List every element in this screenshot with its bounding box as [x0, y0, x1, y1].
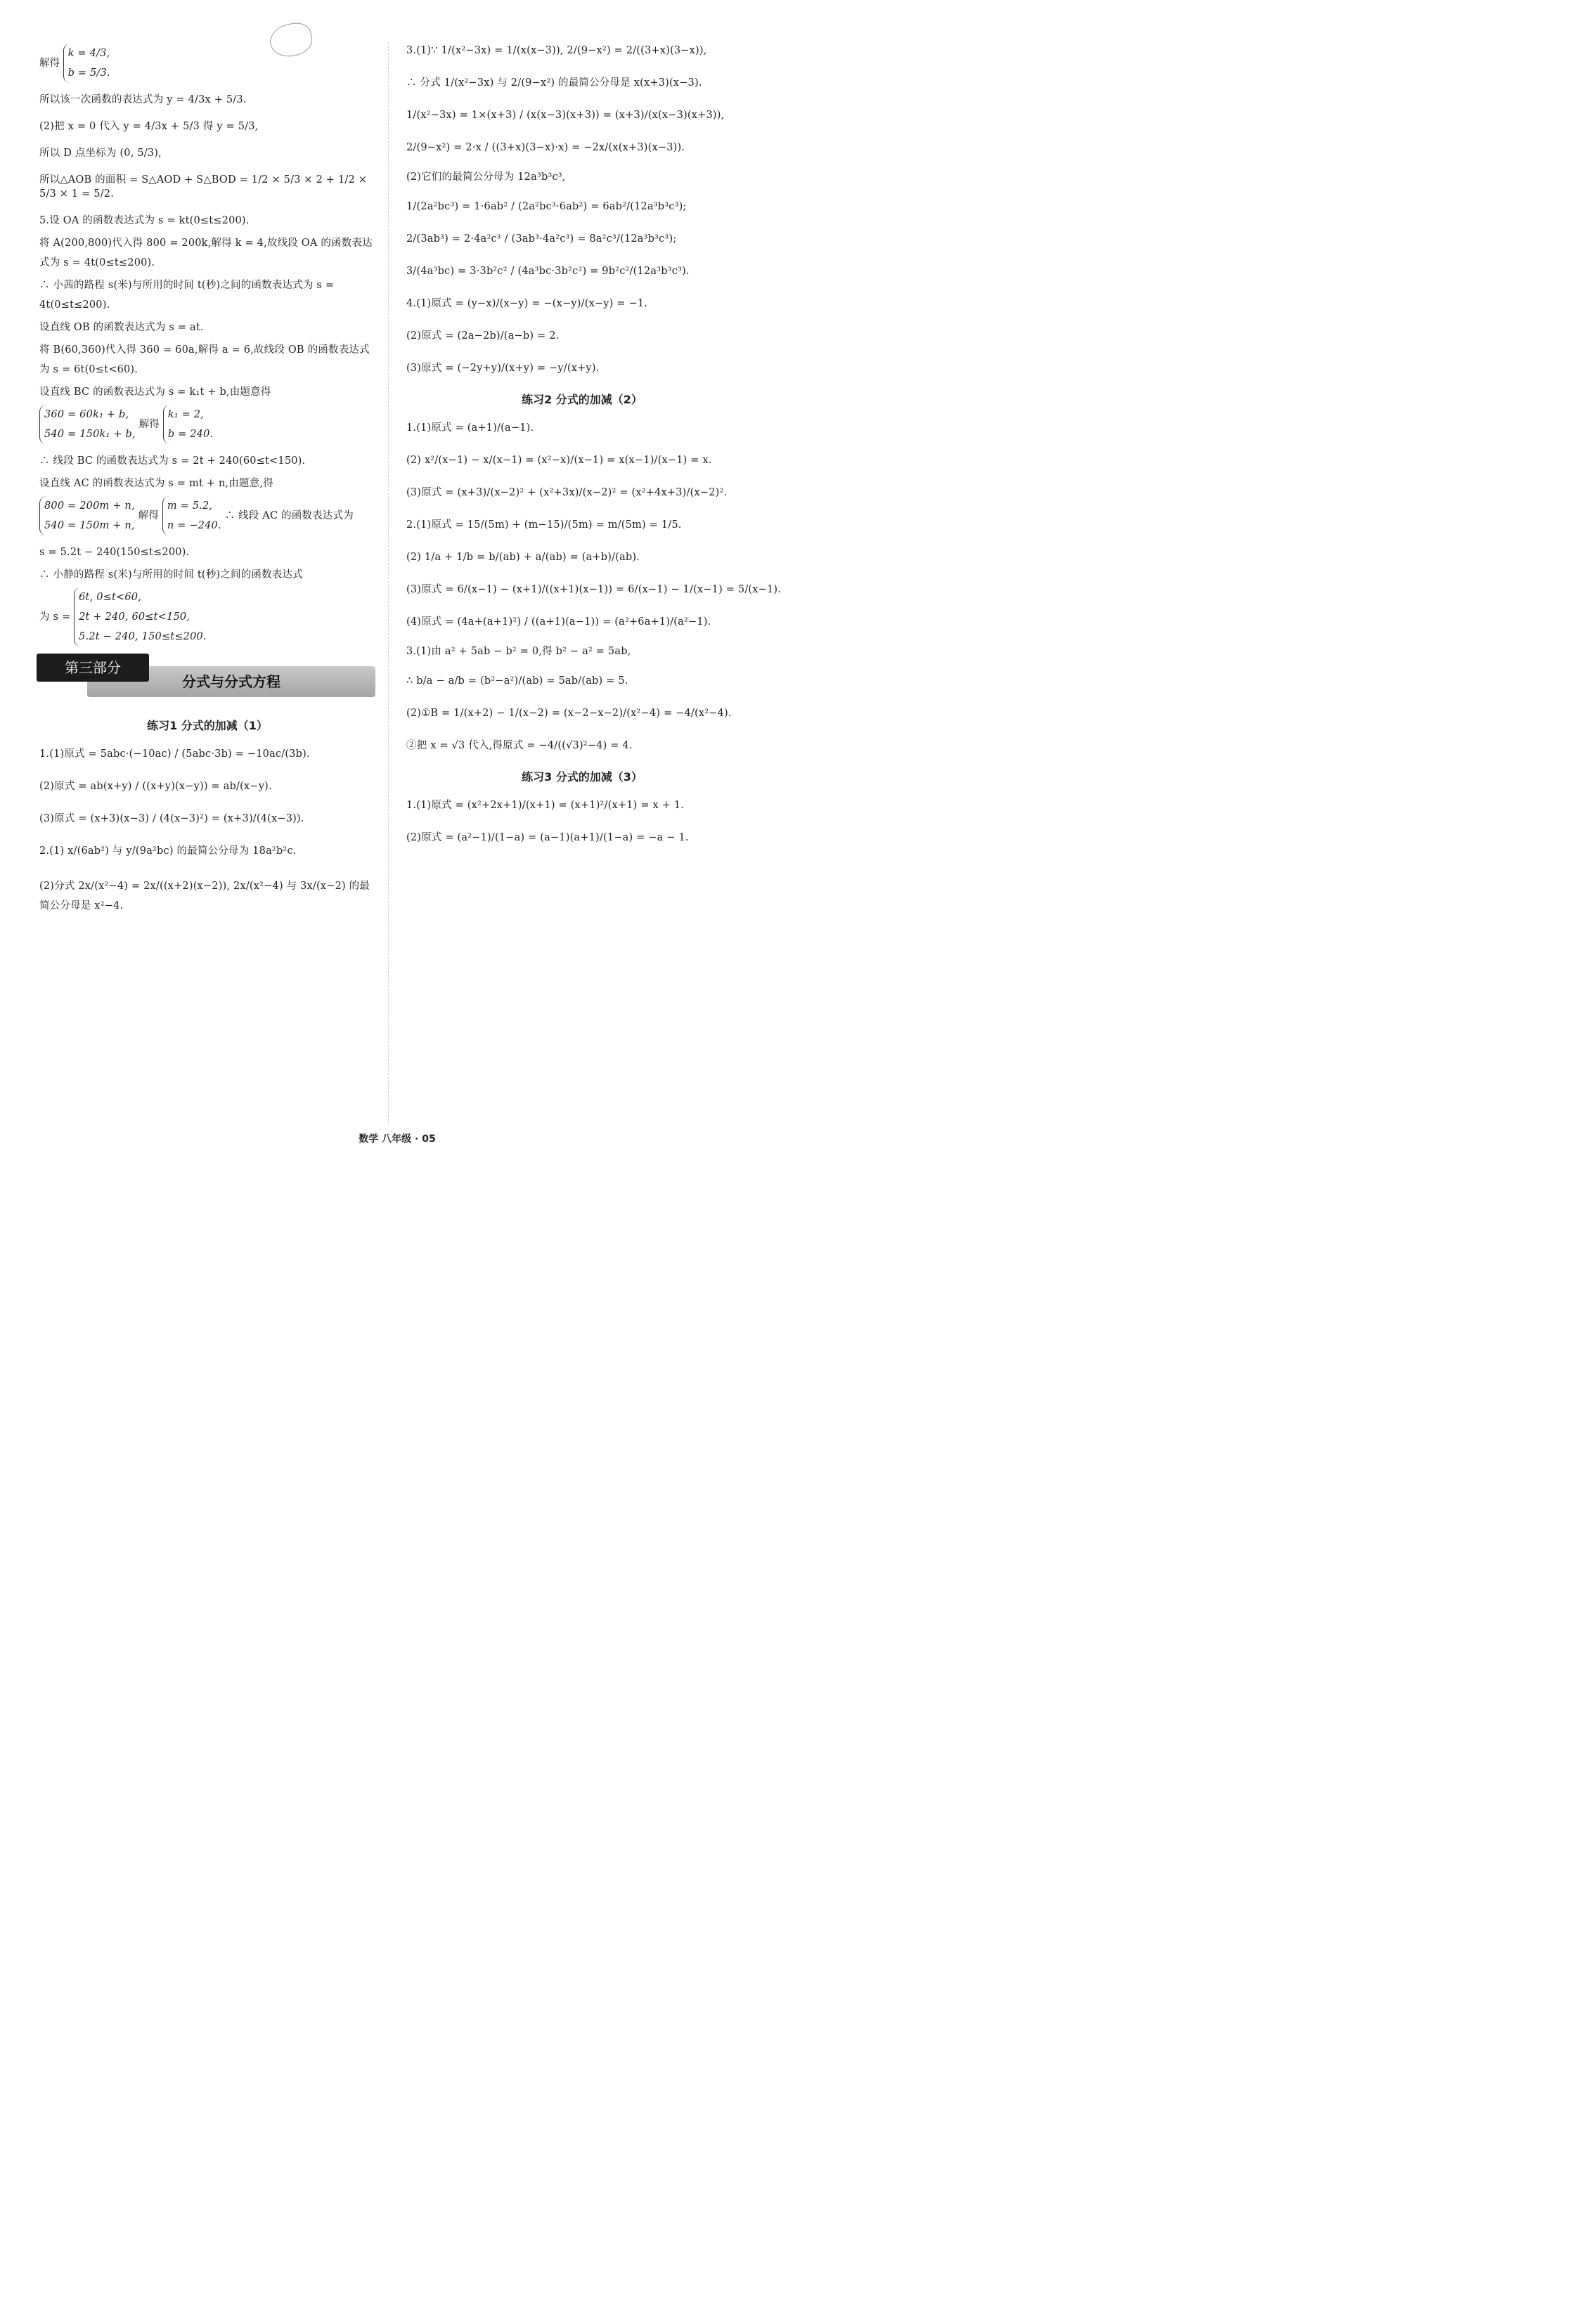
text-line: ∴ 小茜的路程 s(米)与所用的时间 t(秒)之间的函数表达式为 s = 4t(0≤t≤200). [39, 280, 335, 311]
text-line: ∴ 小静的路程 s(米)与所用的时间 t(秒)之间的函数表达式 [39, 569, 303, 580]
column-divider [388, 42, 389, 1124]
text-line: (3)原式 = (−2y+y)/(x+y) = −y/(x+y). [406, 363, 600, 374]
section-heading-3: 练习3 分式的加减（3） [522, 770, 643, 784]
text-line: ∴ 分式 1/(x²−3x) 与 2/(9−x²) 的最简公分母是 x(x+3)(x−3). [406, 77, 702, 89]
text-line: s = 5.2t − 240(150≤t≤200). [39, 547, 190, 558]
text-line: 设直线 BC 的函数表达式为 s = k₁t + b,由题意得 [39, 387, 271, 398]
text-line: 1/(2a²bc³) = 1·6ab² / (2a²bc³·6ab²) = 6ab²/(12a³b³c³); [406, 201, 687, 212]
exercise-line: ∴ b/a − a/b = (b²−a²)/(ab) = 5ab/(ab) = 5. [406, 675, 628, 687]
system-bc: 360 = 60k₁ + b, 540 = 150k₁ + b, 解得 k₁ = 2, b = 240. [39, 405, 375, 444]
part-banner [37, 654, 375, 701]
text-line: 3.(1)∵ 1/(x²−3x) = 1/(x(x−3)), 2/(9−x²) = 2/((3+x)(3−x)), [406, 45, 707, 56]
exercise-line: (2) 1/a + 1/b = b/(ab) + a/(ab) = (a+b)/(ab). [406, 552, 640, 563]
solve-result-1: 解得 k = 4/3, b = 5/3. [39, 44, 375, 83]
exercise-line: 2.(1)原式 = 15/(5m) + (m−15)/(5m) = m/(5m) = 1/5. [406, 519, 682, 531]
text-line: 设直线 OB 的函数表达式为 s = at. [39, 322, 204, 333]
solution-brace [63, 44, 110, 83]
exercise-line: 2.(1) x/(6ab²) 与 y/(9a²bc) 的最简公分母为 18a²b²c. [39, 845, 297, 857]
exercise-line: 3.(1)由 a² + 5ab − b² = 0,得 b² − a² = 5ab, [406, 646, 631, 657]
exercise-line: (2) x²/(x−1) − x/(x−1) = (x²−x)/(x−1) = x(x−1)/(x−1) = x. [406, 455, 712, 466]
text-line: 4.(1)原式 = (y−x)/(x−y) = −(x−y)/(x−y) = −1. [406, 298, 648, 309]
exercise-line: (3)原式 = (x+3)(x−3) / (4(x−3)²) = (x+3)/(4(x−3)). [39, 813, 304, 824]
section-heading-1: 练习1 分式的加减（1） [147, 719, 268, 732]
exercise-line: (2)分式 2x/(x²−4) = 2x/((x+2)(x−2)), 2x/(x²−4) 与 3x/(x−2) 的最简公分母是 x²−4. [39, 881, 370, 911]
exercise-line: (2)原式 = ab(x+y) / ((x+y)(x−y)) = ab/(x−y). [39, 781, 272, 792]
left-column [39, 44, 375, 918]
exercise-line: ②把 x = √3 代入,得原式 = −4/((√3)²−4) = 4. [406, 740, 633, 751]
text-line: 2/(3ab³) = 2·4a²c³ / (3ab³·4a²c³) = 8a²c³/(12a³b³c³); [406, 233, 677, 245]
text-line: 5.设 OA 的函数表达式为 s = kt(0≤t≤200). [39, 215, 250, 226]
right-column [406, 44, 782, 852]
solution-k: k = 4/3, [67, 48, 110, 59]
exercise-line: (3)原式 = 6/(x−1) − (x+1)/((x+1)(x−1)) = 6/(x−1) − 1/(x−1) = 5/(x−1). [406, 584, 782, 595]
text-line: 将 A(200,800)代入得 800 = 200k,解得 k = 4,故线段 OA 的函数表达式为 s = 4t(0≤t≤200). [39, 238, 373, 268]
exercise-line: (2)①B = 1/(x+2) − 1/(x−2) = (x−2−x−2)/(x²−4) = −4/(x²−4). [406, 708, 732, 719]
text-line: 1/(x²−3x) = 1×(x+3) / (x(x−3)(x+3)) = (x+3)/(x(x−3)(x+3)), [406, 110, 725, 121]
text-line: (2)把 x = 0 代入 y = 4/3x + 5/3 得 y = 5/3, [39, 121, 259, 132]
exercise-line: (2)原式 = (a²−1)/(1−a) = (a−1)(a+1)/(1−a) = −a − 1. [406, 832, 689, 843]
text-line: 2/(9−x²) = 2·x / ((3+x)(3−x)·x) = −2x/(x(x+3)(x−3)). [406, 142, 685, 153]
exercise-line: 1.(1)原式 = (x²+2x+1)/(x+1) = (x+1)²/(x+1) = x + 1. [406, 800, 685, 811]
text-line: 将 B(60,360)代入得 360 = 60a,解得 a = 6,故线段 OB 的函数表达式为 s = 6t(0≤t<60). [39, 344, 370, 375]
text-line: 所以 D 点坐标为 (0, 5/3), [39, 148, 162, 159]
text-line: ∴ 线段 BC 的函数表达式为 s = 2t + 240(60≤t<150). [39, 455, 306, 467]
exercise-line: 1.(1)原式 = 5abc·(−10ac) / (5abc·3b) = −10ac/(3b). [39, 748, 310, 760]
piecewise-function: 为 s = 6t, 0≤t<60, 2t + 240, 60≤t<150, 5.2t − 240, 150≤t≤200. [39, 588, 375, 647]
exercise-line: (3)原式 = (x+3)/(x−2)² + (x²+3x)/(x−2)² = (x²+4x+3)/(x−2)². [406, 487, 728, 498]
text-line: 3/(4a³bc) = 3·3b²c² / (4a³bc·3b²c²) = 9b²c²/(12a³b³c³). [406, 266, 690, 277]
text-line: (2)原式 = (2a−2b)/(a−b) = 2. [406, 330, 560, 342]
page-footer: 数学 八年级 · 05 [359, 1134, 436, 1145]
part-title: 分式与分式方程 [87, 666, 375, 697]
text-line: 设直线 AC 的函数表达式为 s = mt + n,由题意,得 [39, 478, 273, 489]
system-ac: 800 = 200m + n, 540 = 150m + n, 解得 m = 5.2, n = −240. ∴ 线段 AC 的函数表达式为 [39, 496, 375, 535]
text-line: 所以△AOB 的面积 = S△AOD + S△BOD = 1/2 × 5/3 × 2 + 1/2 × 5/3 × 1 = 5/2. [39, 174, 368, 200]
section-heading-2: 练习2 分式的加减（2） [522, 393, 643, 406]
exercise-line: 1.(1)原式 = (a+1)/(a−1). [406, 422, 534, 434]
text-line: (2)它们的最简公分母为 12a³b³c³, [406, 171, 566, 183]
solution-b: b = 5/3. [67, 67, 110, 79]
text-line: 所以该一次函数的表达式为 y = 4/3x + 5/3. [39, 94, 247, 105]
part-label: 第三部分 [37, 654, 149, 682]
exercise-line: (4)原式 = (4a+(a+1)²) / ((a+1)(a−1)) = (a²+6a+1)/(a²−1). [406, 616, 711, 628]
